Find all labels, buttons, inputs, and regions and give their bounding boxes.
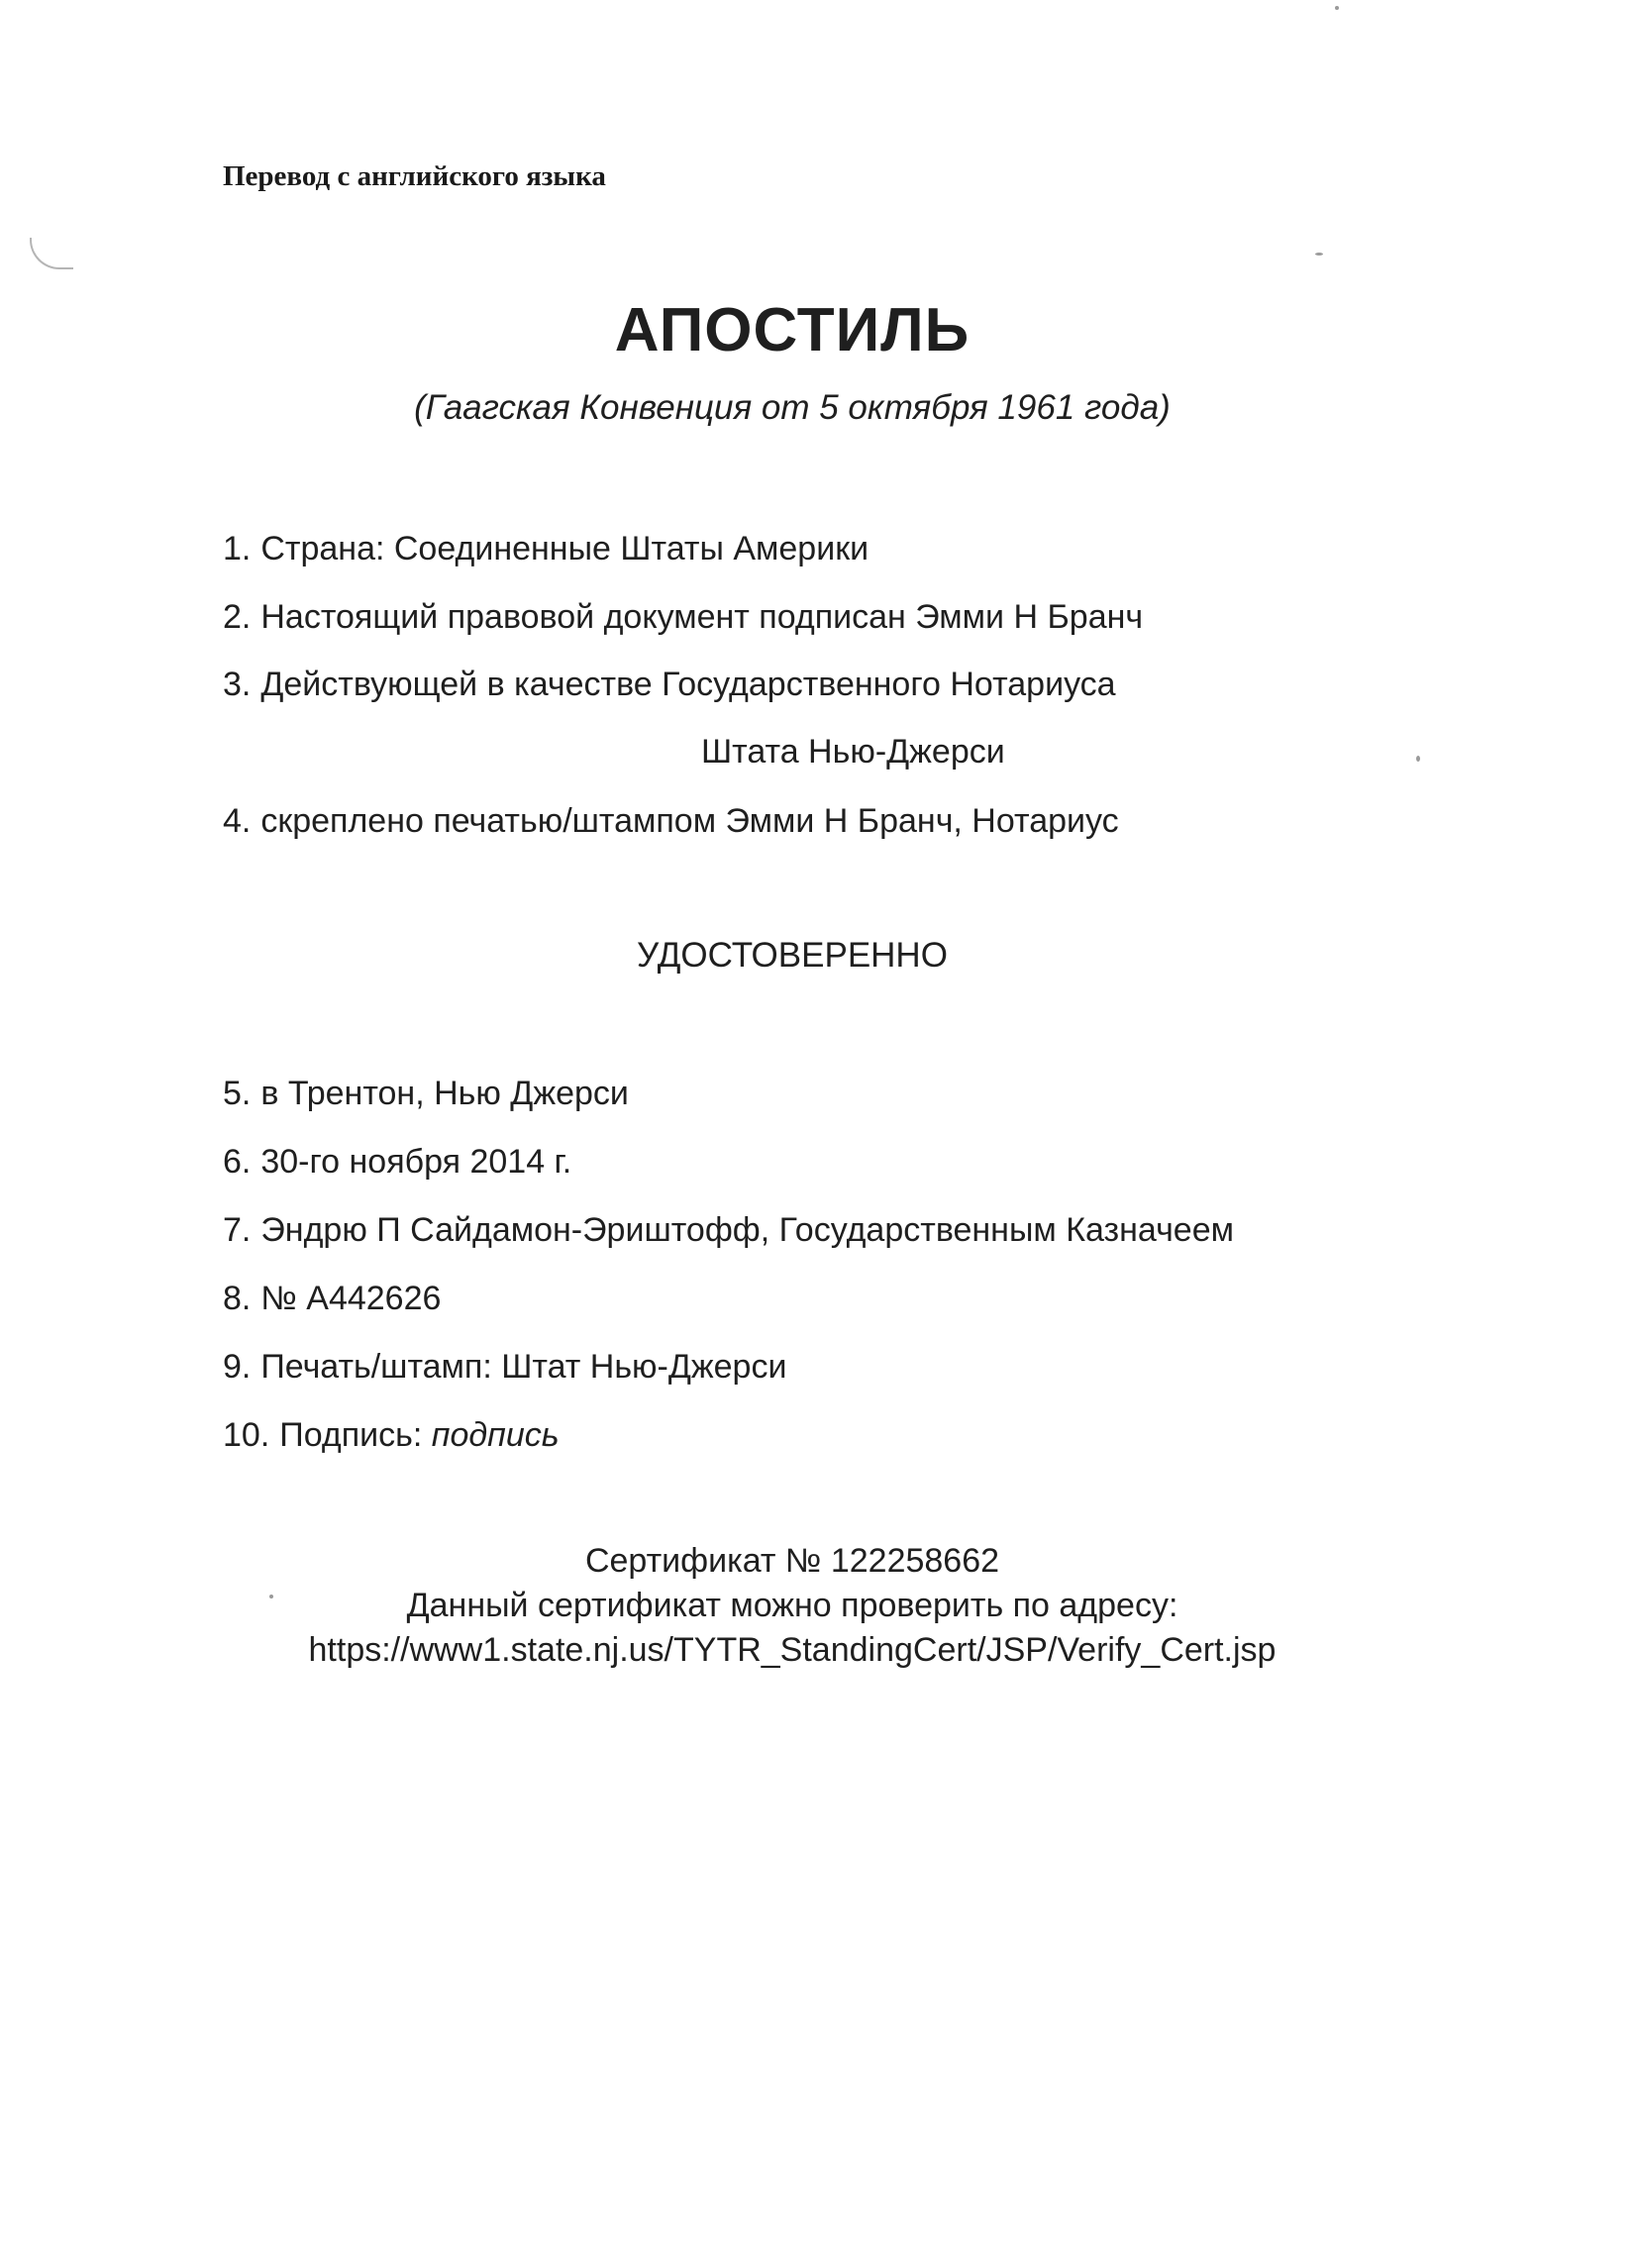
item-date <box>223 1143 571 1182</box>
item-certified-by <box>223 1211 1234 1250</box>
item-seal <box>223 802 1119 841</box>
item-text: скреплено печатью/штампом Эмми Н Бранч, Нотариус <box>260 802 1119 840</box>
certified-heading: УДОСТОВЕРЕННО <box>637 936 948 975</box>
item-number: 2. <box>223 598 252 636</box>
item-text: Настоящий правовой документ подписан Эмми Н Бранч <box>260 598 1144 636</box>
certificate-url: https://www1.state.nj.us/TYTR_StandingCert/JSP/Verify_Cert.jsp <box>308 1631 1277 1669</box>
certificate-number: Сертификат № 122258662 <box>584 1542 1000 1580</box>
item-place <box>223 1075 629 1113</box>
item-text: Действующей в качестве Государственного Нотариуса <box>260 666 1116 703</box>
item-signed-by <box>223 598 1143 637</box>
item-number: 8. <box>223 1280 252 1317</box>
certificate-verify-text: Данный сертификат можно проверить по адресу: <box>406 1587 1178 1624</box>
item-text: Страна: Соединенные Штаты Америки <box>260 530 869 567</box>
item-number: 5. <box>223 1075 252 1112</box>
item-signature <box>223 1416 560 1455</box>
scan-speck <box>1335 6 1339 10</box>
item-number: 1. <box>223 530 252 567</box>
item-number: 3. <box>223 666 252 703</box>
item-text: 30-го ноября 2014 г. <box>260 1143 572 1181</box>
item-number: 4. <box>223 802 252 840</box>
item-label: Подпись: <box>279 1416 423 1454</box>
item-country <box>223 530 869 568</box>
item-text: № А442626 <box>260 1280 442 1317</box>
item-text: Печать/штамп: Штат Нью-Джерси <box>260 1348 787 1386</box>
item-acting-as <box>223 666 1116 704</box>
item-acting-as-continuation: Штата Нью-Джерси <box>701 733 1005 771</box>
item-stamp <box>223 1348 786 1387</box>
item-number-field <box>223 1280 441 1318</box>
scan-speck <box>1416 756 1420 762</box>
document-subtitle: (Гаагская Конвенция от 5 октября 1961 года) <box>414 388 1171 427</box>
scan-artifact-curl <box>30 238 73 269</box>
item-number: 7. <box>223 1211 252 1249</box>
translation-note: Перевод с английского языка <box>223 160 606 192</box>
item-text: Эндрю П Сайдамон-Эриштофф, Государственным Казначеем <box>260 1211 1234 1249</box>
item-value: подпись <box>431 1416 560 1454</box>
item-number: 10. <box>223 1416 270 1454</box>
item-text: в Трентон, Нью Джерси <box>260 1075 629 1112</box>
document-title: АПОСТИЛЬ <box>614 296 971 364</box>
item-number: 9. <box>223 1348 252 1386</box>
scan-speck <box>1315 253 1323 256</box>
item-number: 6. <box>223 1143 252 1181</box>
